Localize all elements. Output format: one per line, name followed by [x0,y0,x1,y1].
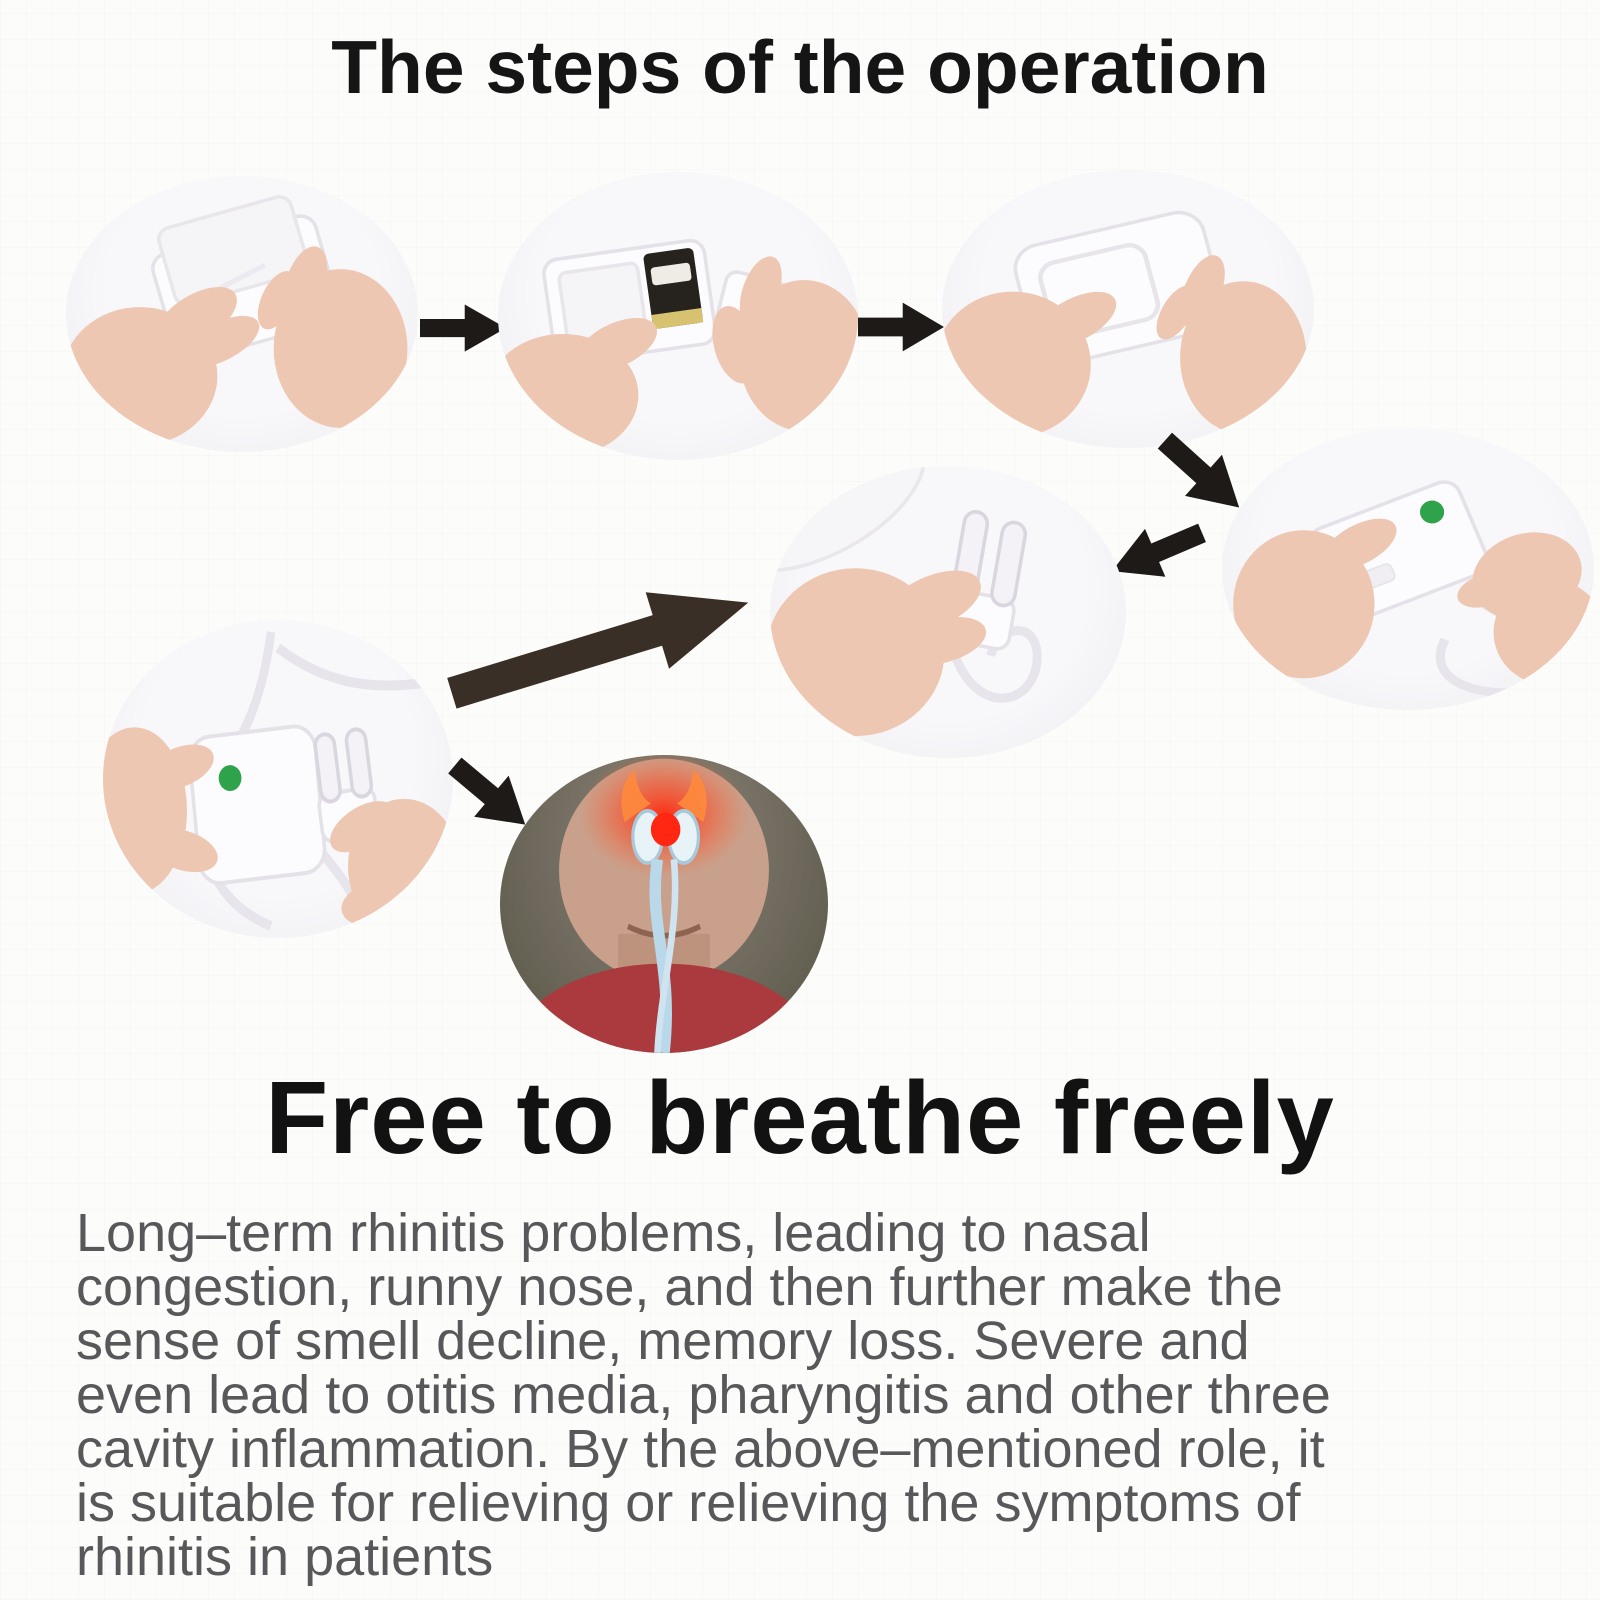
step-4-photo [1222,428,1594,710]
step-1-photo [66,176,418,452]
body-text-line: sense of smell decline, memory loss. Severe and [76,1311,1250,1371]
body-text [76,1203,1554,1587]
body-text-line: is suitable for relieving or relieving the symptoms of [76,1473,1301,1533]
arrow-right-icon [858,297,944,357]
headline: Free to breathe freely [265,1060,1335,1175]
step-6-photo [103,620,453,938]
arrow-left-icon [438,557,763,739]
plug-cable-illustration [1222,428,1594,710]
nasal-applicator-illustration [770,466,1126,758]
host-and-applicator-illustration [103,620,453,938]
step-3-photo [942,170,1314,448]
body-text-line: cavity inflammation. By the above–mentioned role, it [76,1419,1325,1479]
insert-battery-illustration [498,172,858,460]
step-2-photo [498,172,858,460]
step-5-photo [770,466,1126,758]
wearing-device-illustration [500,755,828,1053]
arrow-right-icon [420,299,506,357]
body-text-line: Long–term rhinitis problems, leading to nasal [76,1203,1151,1263]
page-title: The steps of the operation [331,25,1269,109]
step-7-photo [500,755,828,1053]
open-device-illustration [66,176,418,452]
body-text-line: congestion, runny nose, and then further make the [76,1257,1283,1317]
body-text-line: even lead to otitis media, pharyngitis and other three [76,1365,1331,1425]
body-text-line: rhinitis in patients [76,1527,494,1587]
glow-core [651,813,681,847]
close-cover-illustration [942,170,1314,448]
